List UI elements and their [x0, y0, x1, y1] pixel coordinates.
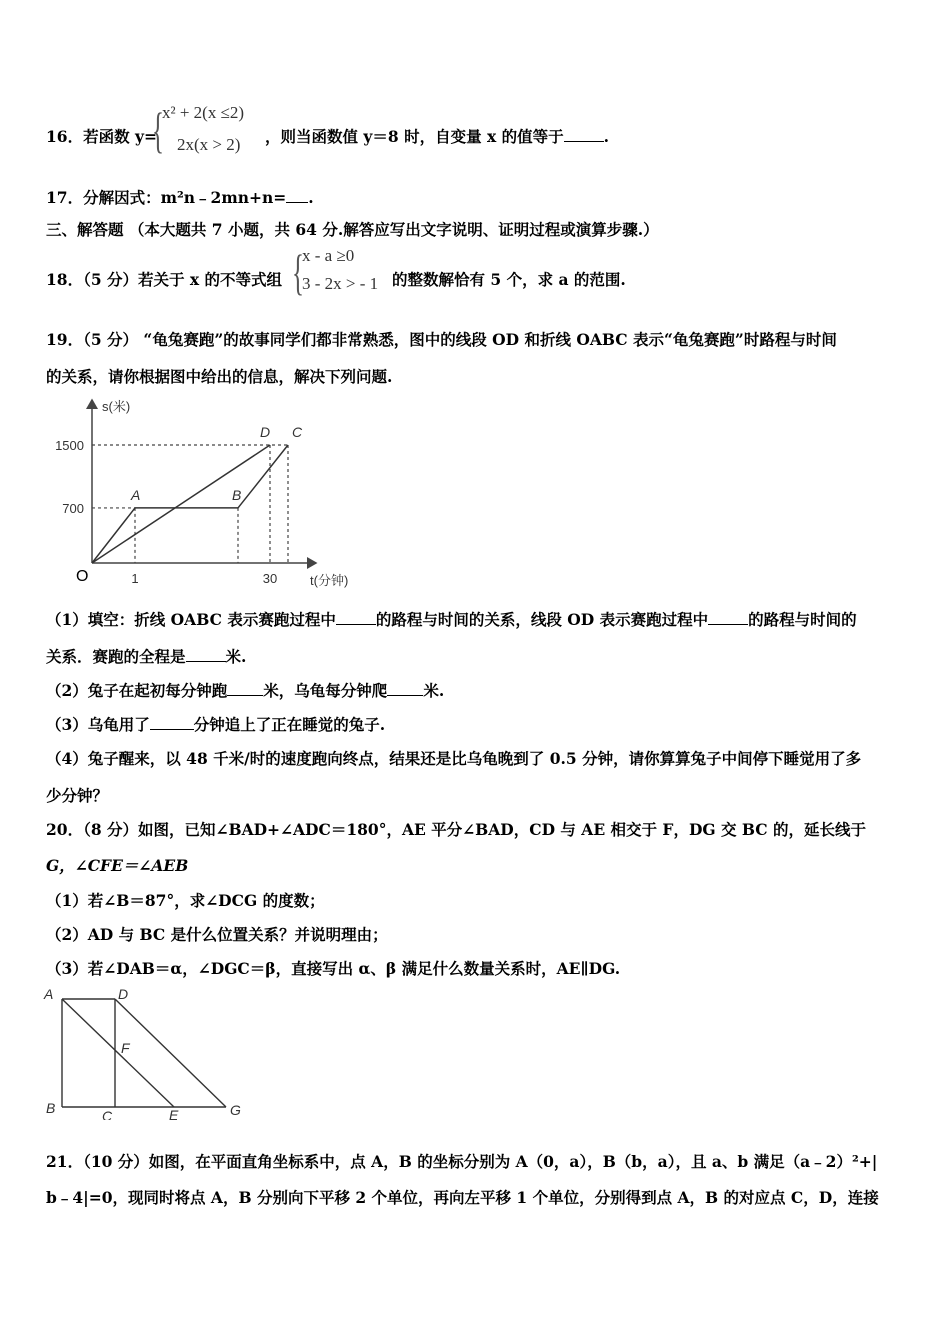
q16-brace: { — [152, 102, 164, 158]
section3-title — [46, 220, 659, 240]
q19-p1-blank3[interactable] — [186, 647, 226, 662]
q20-p1: （1）若∠B＝87°，求∠DCG 的度数； — [46, 891, 325, 910]
q19-stem-2: 的关系，请你根据图中给出的信息，解决下列问题. — [46, 367, 393, 386]
y-tick-1500: 1500 — [55, 438, 84, 453]
q19-p1-b: 的路程与时间的关系，线段 OD 表示赛跑过程中 — [375, 610, 709, 629]
q16-label: 16．若函数 y= — [46, 127, 157, 146]
segment-AE — [62, 999, 174, 1107]
q19-p1-blank1[interactable] — [336, 610, 376, 625]
q20-stem-1: 20．（8 分）如图，已知∠BAD+∠ADC＝180°，AE 平分∠BAD，CD 与 AE 相交于 F，DG 交 BC 的，延长线于 — [46, 820, 867, 839]
x-tick-1: 1 — [131, 571, 139, 586]
guide-lines — [92, 445, 288, 563]
q19-part4-line2 — [46, 786, 108, 806]
q19-part4-line1 — [46, 749, 861, 769]
q19-p2-blank1[interactable] — [227, 681, 263, 696]
label-F: F — [121, 1040, 130, 1056]
q17-end: . — [308, 188, 314, 207]
q19-p2-a: （2）兔子在起初每分钟跑 — [46, 681, 228, 700]
q16-line — [46, 127, 157, 147]
q19-line1 — [46, 330, 837, 350]
label-D: D — [118, 986, 129, 1002]
q17-line — [46, 188, 314, 208]
q16-answer-blank[interactable] — [564, 127, 604, 142]
y-tick-700: 700 — [62, 500, 84, 516]
q18-line — [46, 270, 282, 290]
q17-label: 17．分解因式：m²n﹣2mn+n= — [46, 188, 287, 207]
q16-tail — [265, 127, 609, 147]
q19-p4-1: （4）兔子醒来，以 48 千米/时的速度跑向终点，结果还是比乌龟晚到了 0.5 分钟，请你算算兔子中间停下睡觉用了多 — [46, 749, 862, 768]
q21-line2 — [46, 1188, 879, 1208]
q18-tail — [392, 270, 626, 290]
label-C: C — [102, 1108, 113, 1120]
q19-p4-2: 少分钟？ — [46, 786, 109, 805]
q16-text-after: ，则当函数值 y＝8 时，自变量 x 的值等于 — [265, 127, 564, 146]
q19-part3 — [46, 715, 385, 735]
q16-case2: 2x(x > 2) — [177, 135, 241, 154]
q16-end: . — [603, 127, 610, 146]
point-label-D: D — [260, 424, 271, 440]
q18-case2: 3 - 2x > - 1 — [302, 274, 379, 293]
x-axis-label: t(分钟) — [310, 573, 349, 588]
q19-p2-c: 米. — [423, 681, 445, 700]
q20-part2 — [46, 925, 388, 945]
q19-p1-a: （1）填空：折线 OABC 表示赛跑过程中 — [46, 610, 336, 629]
q19-p1-d: 关系．赛跑的全程是 — [46, 647, 186, 666]
distance-time-chart — [40, 395, 370, 595]
q19-p3-b: 分钟追上了正在睡觉的兔子. — [193, 715, 386, 734]
q19-p1-blank2[interactable] — [708, 610, 748, 625]
series-OABC — [92, 445, 288, 563]
q20-stem-2: G，∠CFE＝∠AEB — [46, 856, 189, 875]
segment-DG — [115, 999, 226, 1107]
label-A: A — [44, 986, 54, 1002]
q16-case1: x² + 2(x ≤2) — [162, 103, 245, 122]
q19-p3-blank[interactable] — [150, 715, 194, 730]
origin-label: O — [76, 568, 89, 585]
q19-p1-e: 米. — [225, 647, 247, 666]
q19-part1-line1 — [46, 610, 857, 630]
trapezoid-figure — [40, 985, 260, 1120]
q17-answer-blank[interactable] — [286, 188, 308, 203]
q18-case1: x - a ≥0 — [302, 246, 355, 265]
q18-text-after: 的整数解恰有 5 个，求 a 的范围. — [392, 270, 626, 289]
q19-line2 — [46, 367, 392, 387]
q19-p2-b: 米，乌龟每分钟爬 — [263, 681, 388, 700]
y-axis-label: s(米) — [102, 399, 131, 414]
q19-part2 — [46, 681, 444, 701]
series-OD — [92, 445, 270, 563]
point-label-C: C — [292, 424, 303, 440]
label-E: E — [169, 1107, 179, 1120]
q20-line2 — [46, 856, 188, 876]
q19-p2-blank2[interactable] — [387, 681, 423, 696]
q19-part1-line2 — [46, 647, 246, 667]
q20-part3 — [46, 959, 620, 979]
label-B: B — [46, 1100, 56, 1116]
point-label-A: A — [131, 486, 141, 503]
q21-line1 — [46, 1152, 877, 1172]
q18-brace: { — [292, 244, 304, 300]
q19-p1-c: 的路程与时间的 — [748, 610, 857, 629]
q20-p2: （2）AD 与 BC 是什么位置关系？并说明理由； — [46, 925, 388, 944]
q20-p3: （3）若∠DAB＝α，∠DGC＝β，直接写出 α、β 满足什么数量关系时，AE∥DG. — [46, 959, 621, 978]
q21-stem-2: b﹣4|=0，现同时将点 A，B 分别向下平移 2 个单位，再向左平移 1 个单位，分别得到点 A，B 的对应点 C，D，连接 — [46, 1188, 879, 1207]
q19-stem-1: 19．（5 分） “龟兔赛跑”的故事同学们都非常熟悉，图中的线段 OD 和折线 OABC 表示“龟兔赛跑”时路程与时间 — [46, 330, 837, 349]
q20-part1 — [46, 891, 325, 911]
series-lines — [92, 445, 288, 563]
q21-stem-1: 21．（10 分）如图，在平面直角坐标系中，点 A，B 的坐标分别为 A（0，a），B（b，a），且 a、b 满足（a﹣2）²+| — [46, 1152, 878, 1171]
q18-label: 18．（5 分）若关于 x 的不等式组 — [46, 270, 283, 289]
section3-title-text: 三、解答题 （本大题共 7 小题，共 64 分.解答应写出文字说明、证明过程或演算步骤.） — [46, 220, 659, 239]
label-G: G — [230, 1102, 241, 1118]
q20-line1 — [46, 820, 866, 840]
q19-p3-a: （3）乌龟用了 — [46, 715, 150, 734]
x-tick-30: 30 — [262, 571, 278, 586]
point-label-B: B — [232, 486, 242, 503]
